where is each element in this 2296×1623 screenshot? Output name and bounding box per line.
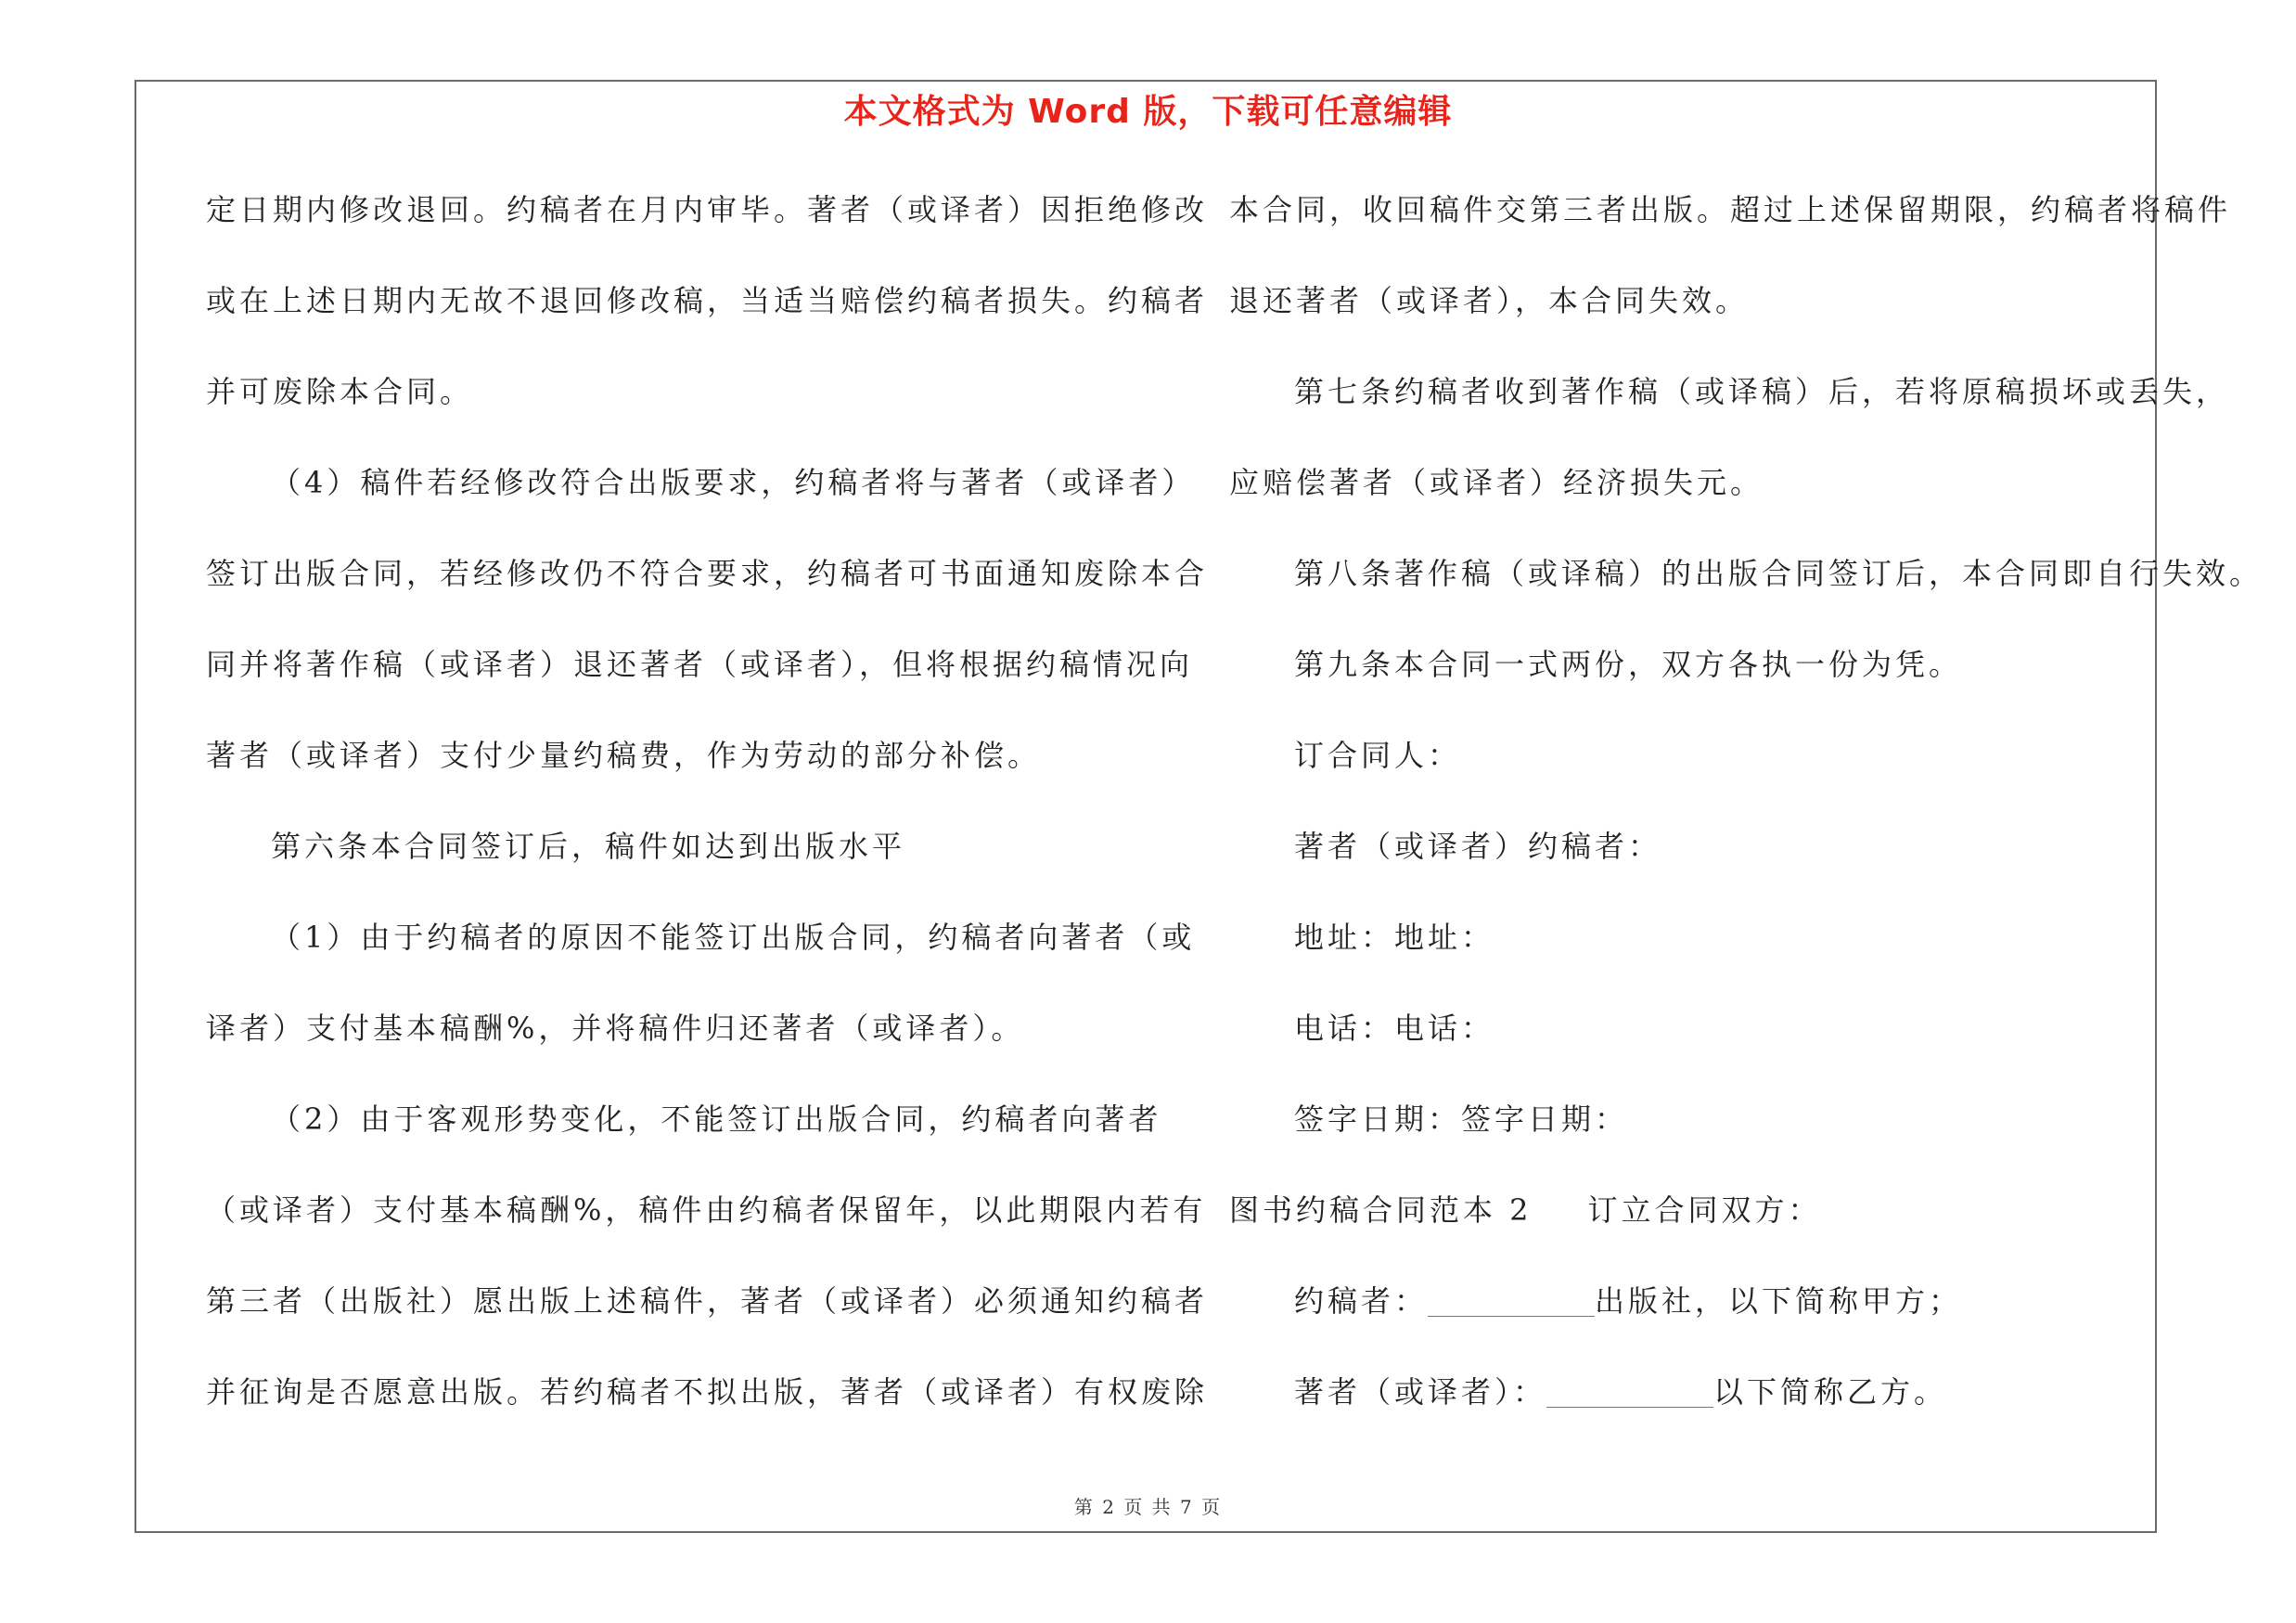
party-b-suffix: 以下简称乙方。 [1713,1374,1948,1410]
signatory-parties: 著者（或译者）约稿者： [1294,829,1662,864]
text-line: 译者）支付基本稿酬%，并将稿件归还著者（或译者）。 [206,1011,1025,1046]
article-8: 第八条著作稿（或译稿）的出版合同签订后，本合同即自行失效。 [1294,556,2264,591]
page-number-footer: 第 2 页 共 7 页 [1073,1496,1223,1518]
text-line: （4）稿件若经修改符合出版要求，约稿者将与著者（或译者） [271,465,1196,500]
text-line: 并可废除本合同。 [206,374,474,409]
signatories-label: 订合同人： [1294,738,1462,773]
text-line: （2）由于客观形势变化，不能签订出版合同，约稿者向著者 [271,1101,1162,1137]
text-line: （或译者）支付基本稿酬%，稿件由约稿者保留年，以此期限内若有 [206,1192,1207,1228]
text-line: 同并将著作稿（或译者）退还著者（或译者），但将根据约稿情况向 [206,647,1194,682]
text-line: 或在上述日期内无故不退回修改稿，当适当赔偿约稿者损失。约稿者 [206,283,1209,318]
phone-fields: 电话：电话： [1294,1011,1495,1046]
text-line: 并征询是否愿意出版。若约稿者不拟出版，著者（或译者）有权废除 [206,1374,1209,1410]
right-column [1229,176,2264,1449]
party-a-suffix: 出版社，以下简称甲方； [1595,1283,1963,1319]
section-heading-2-subtitle: 订立合同双方： [1587,1192,1822,1228]
left-column [206,176,1209,1449]
address-fields: 地址：地址： [1294,920,1495,955]
text-line: 签订出版合同，若经修改仍不符合要求，约稿者可书面通知废除本合 [206,556,1209,591]
word-format-banner: 本文格式为 Word 版，下载可任意编辑 [843,93,1453,131]
party-a-blank [1428,1282,1595,1317]
text-line: 退还著者（或译者），本合同失效。 [1229,283,1750,318]
party-a-label: 约稿者： [1294,1283,1429,1319]
text-line: （1）由于约稿者的原因不能签订出版合同，约稿者向著者（或 [271,920,1196,955]
sign-date-fields: 签字日期：签字日期： [1294,1101,1629,1137]
article-6-heading: 第六条本合同签订后，稿件如达到出版水平 [271,829,906,864]
section-heading-2-title: 图书约稿合同范本 2 [1229,1192,1533,1228]
text-line: 定日期内修改退回。约稿者在月内审毕。著者（或译者）因拒绝修改 [206,192,1209,227]
party-a-line [1229,1268,2166,1359]
text-line: 本合同，收回稿件交第三者出版。超过上述保留期限，约稿者将稿件 [1229,192,2232,227]
text-line: 应赔偿著者（或译者）经济损失元。 [1229,465,1764,500]
party-b-blank [1546,1373,1713,1408]
party-b-label: 著者（或译者）： [1294,1374,1547,1410]
article-7: 第七条约稿者收到著作稿（或译稿）后，若将原稿损坏或丢失， [1294,374,2230,409]
text-line: 著者（或译者）支付少量约稿费，作为劳动的部分补偿。 [206,738,1042,773]
article-9: 第九条本合同一式两份，双方各执一份为凭。 [1294,647,1963,682]
party-b-line [1229,1359,2166,1449]
section-heading-2 [1229,1177,2166,1268]
text-line: 第三者（出版社）愿出版上述稿件，著者（或译者）必须通知约稿者 [206,1283,1209,1319]
